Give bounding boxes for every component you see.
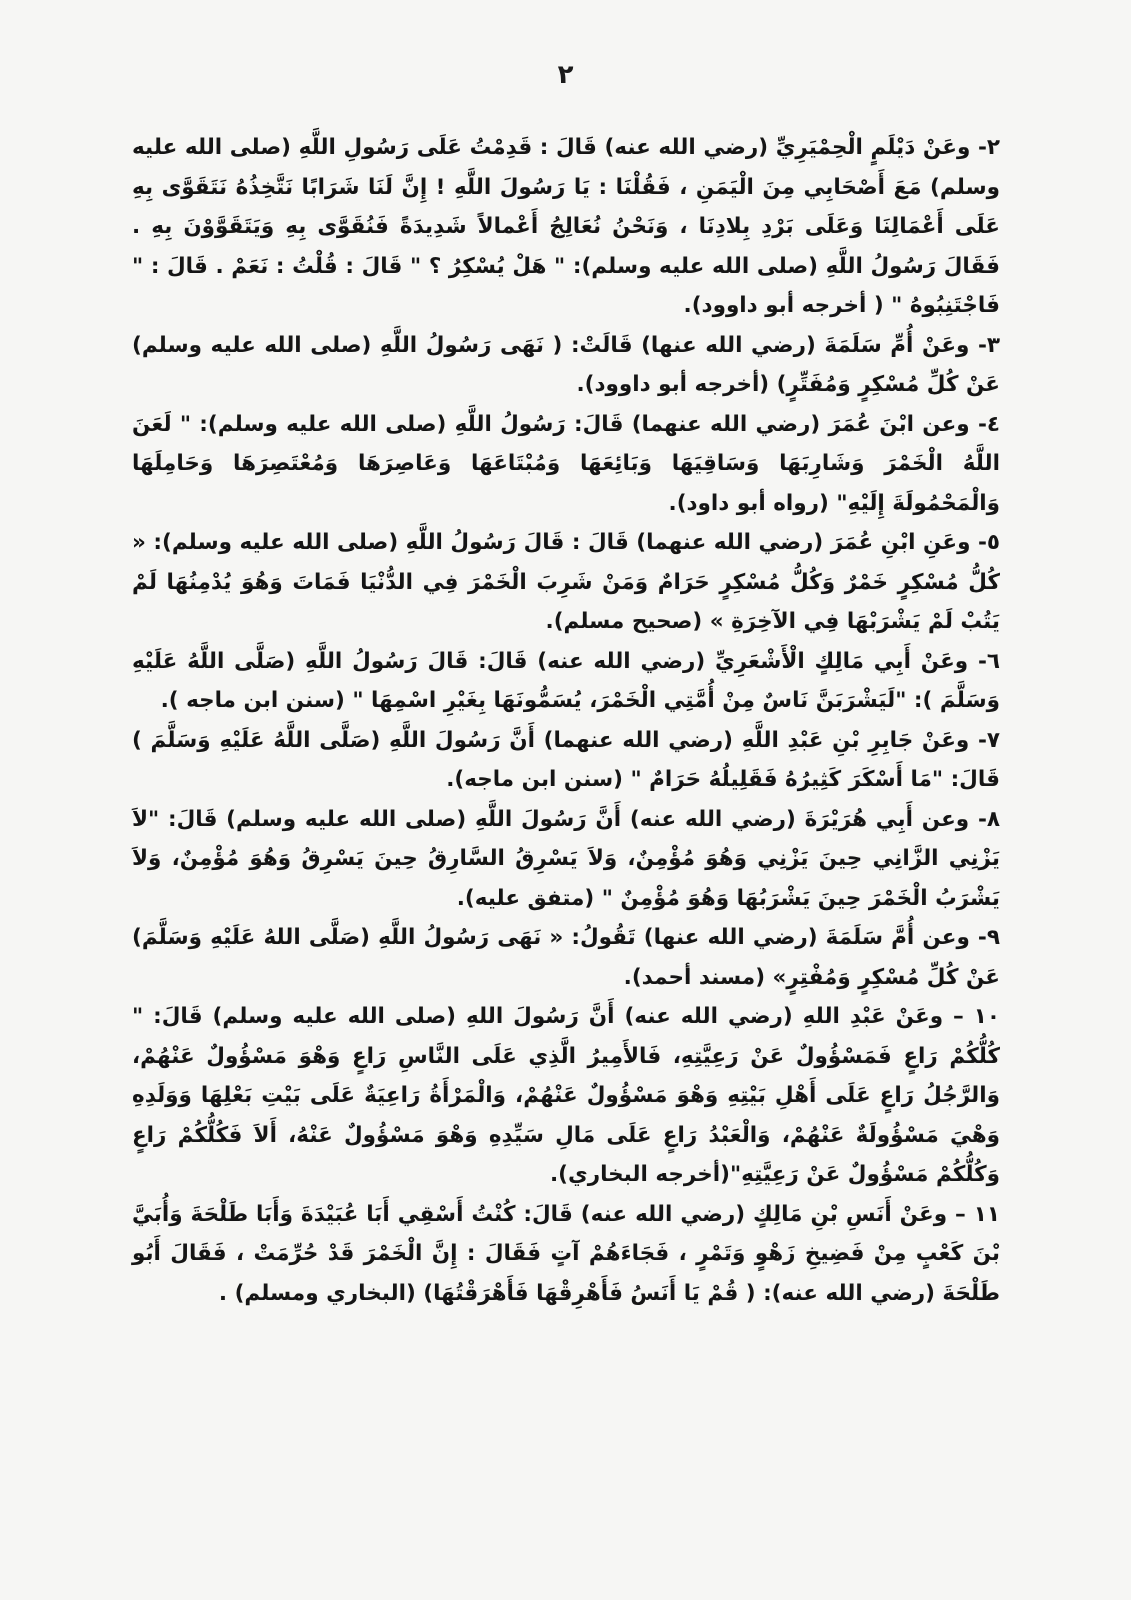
hadith-2: ٢- وعَنْ دَيْلَمٍ الْحِمْيَرِيِّ (رضي الله عنه) قَالَ : قَدِمْتُ عَلَى رَسُولِ اللَّهِ (صلى الله عليه وسلم) مَعَ أَصْحَابِي مِنَ الْيَمَنِ ، فَقُلْنَا : يَا رَسُولَ اللَّهِ ! إِنَّ لَنَا شَرَابًا نَتَّخِذُهُ نَتَقَوَّى بِهِ عَلَى أَعْمَالِنَا وَعَلَى بَرْدِ بِلادِنَا ، وَنَحْنُ نُعَالِجُ أَعْمالاً شَدِيدَةً فَنُقَوَّى بِهِ وَيَتَقَوَّوْنَ بِهِ . فَقَالَ رَسُولُ اللَّهِ (صلى الله عليه وسلم): " هَلْ يُسْكِرُ ؟ " قَالَ : قُلْتُ : نَعَمْ . قَالَ : " فَاجْتَنِبُوهُ " ( أخرجه أبو داوود). xyxy=(132,135,1000,318)
hadith-11: ١١ – وعَنْ أَنَسِ بْنِ مَالِكٍ (رضي الله عنه) قَالَ: كُنْتُ أَسْقِي أَبَا عُبَيْدَةَ وَأَبَا طَلْحَةَ وَأُبَيَّ بْنَ كَعْبٍ مِنْ فَضِيخِ زَهْوٍ وَتَمْرٍ ، فَجَاءَهُمْ آتٍ فَقَالَ : إِنَّ الْخَمْرَ قَدْ حُرِّمَتْ ، فَقَالَ أَبُو طَلْحَةَ (رضي الله عنه): ( قُمْ يَا أَنَسُ فَأَهْرِقْهَا فَأَهْرَقْتُهَا) (البخاري ومسلم) . xyxy=(132,1201,1000,1306)
hadith-list xyxy=(132,128,1000,1313)
hadith-6: ٦- وعَنْ أَبِي مَالِكٍ الْأَشْعَرِيِّ (رضي الله عنه) قَالَ: قَالَ رَسُولُ اللَّهِ (صَلَّى اللَّهُ عَلَيْهِ وَسَلَّمَ ): "لَيَشْرَبَنَّ نَاسٌ مِنْ أُمَّتِي الْخَمْرَ، يُسَمُّونَهَا بِغَيْرِ اسْمِهَا " (سنن ابن ماجه ). xyxy=(132,648,1000,713)
hadith-10: ١٠ – وعَنْ عَبْدِ اللهِ (رضي الله عنه) أَنَّ رَسُولَ اللهِ (صلى الله عليه وسلم) قَالَ: " كُلُّكُمْ رَاعٍ فَمَسْؤُولٌ عَنْ رَعِيَّتِهِ، فَالأَمِيرُ الَّذِي عَلَى النَّاسِ رَاعٍ وَهْوَ مَسْؤُولٌ عَنْهُمْ، وَالرَّجُلُ رَاعٍ عَلَى أَهْلِ بَيْتِهِ وَهْوَ مَسْؤُولٌ عَنْهُمْ، وَالْمَرْأَةُ رَاعِيَةٌ عَلَى بَيْتِ بَعْلِهَا وَوَلَدِهِ وَهْيَ مَسْؤُولَةٌ عَنْهُمْ، وَالْعَبْدُ رَاعٍ عَلَى مَالِ سَيِّدِهِ وَهْوَ مَسْؤُولٌ عَنْهُ، أَلاَ فَكُلُّكُمْ رَاعٍ وَكُلُّكُمْ مَسْؤُولٌ عَنْ رَعِيَّتِهِ"(أخرجه البخاري). xyxy=(132,1004,1000,1187)
hadith-9: ٩- وعن أُمَّ سَلَمَةَ (رضي الله عنها) تَقُولُ: « نَهَى رَسُولُ اللَّهِ (صَلَّى اللهُ عَلَيْهِ وَسَلَّمَ) عَنْ كُلِّ مُسْكِرٍ وَمُفْتِرٍ» (مسند أحمد). xyxy=(132,925,1000,990)
hadith-3: ٣- وعَنْ أُمِّ سَلَمَةَ (رضي الله عنها) قَالَتْ: ( نَهَى رَسُولُ اللَّهِ (صلى الله عليه وسلم) عَنْ كُلِّ مُسْكِرٍ وَمُفَتِّرٍ) (أخرجه أبو داوود). xyxy=(132,332,1000,397)
hadith-4: ٤- وعن ابْنَ عُمَرَ (رضي الله عنهما) قَالَ: رَسُولُ اللَّهِ (صلى الله عليه وسلم): " لَعَنَ اللَّهُ الْخَمْرَ وَشَارِبَهَا وَسَاقِيَهَا وَبَائِعَهَا وَمُبْتَاعَهَا وَعَاصِرَهَا وَمُعْتَصِرَهَا وَحَامِلَهَا وَالْمَحْمُولَةَ إِلَيْهِ" (رواه أبو داود). xyxy=(132,411,1000,516)
hadith-8: ٨- وعن أَبِي هُرَيْرَةَ (رضي الله عنه) أَنَّ رَسُولَ اللَّهِ (صلى الله عليه وسلم) قَالَ: "لاَ يَزْنِي الزَّانِي حِينَ يَزْنِي وَهُوَ مُؤْمِنٌ، وَلاَ يَسْرِقُ السَّارِقُ حِينَ يَسْرِقُ وَهُوَ مُؤْمِنٌ، وَلاَ يَشْرَبُ الْخَمْرَ حِينَ يَشْرَبُهَا وَهُوَ مُؤْمِنٌ " (متفق عليه). xyxy=(132,806,1000,911)
page-number: ٢ xyxy=(557,60,574,90)
hadith-7: ٧- وعَنْ جَابِرِ بْنِ عَبْدِ اللَّهِ (رضي الله عنهما) أَنَّ رَسُولَ اللَّهِ (صَلَّى اللَّهُ عَلَيْهِ وَسَلَّمَ ) قَالَ: "مَا أَسْكَرَ كَثِيرُهُ فَقَلِيلُهُ حَرَامٌ " (سنن ابن ماجه). xyxy=(132,727,1000,792)
hadith-5: ٥- وعَنِ ابْنِ عُمَرَ (رضي الله عنهما) قَالَ : قَالَ رَسُولُ اللَّهِ (صلى الله عليه وسلم): « كُلُّ مُسْكِرٍ خَمْرٌ وَكُلُّ مُسْكِرٍ حَرَامٌ وَمَنْ شَرِبَ الْخَمْرَ فِي الدُّنْيَا فَمَاتَ وَهُوَ يُدْمِنُهَا لَمْ يَتُبْ لَمْ يَشْرَبْهَا فِي الآخِرَةِ » (صحيح مسلم). xyxy=(132,530,1000,634)
